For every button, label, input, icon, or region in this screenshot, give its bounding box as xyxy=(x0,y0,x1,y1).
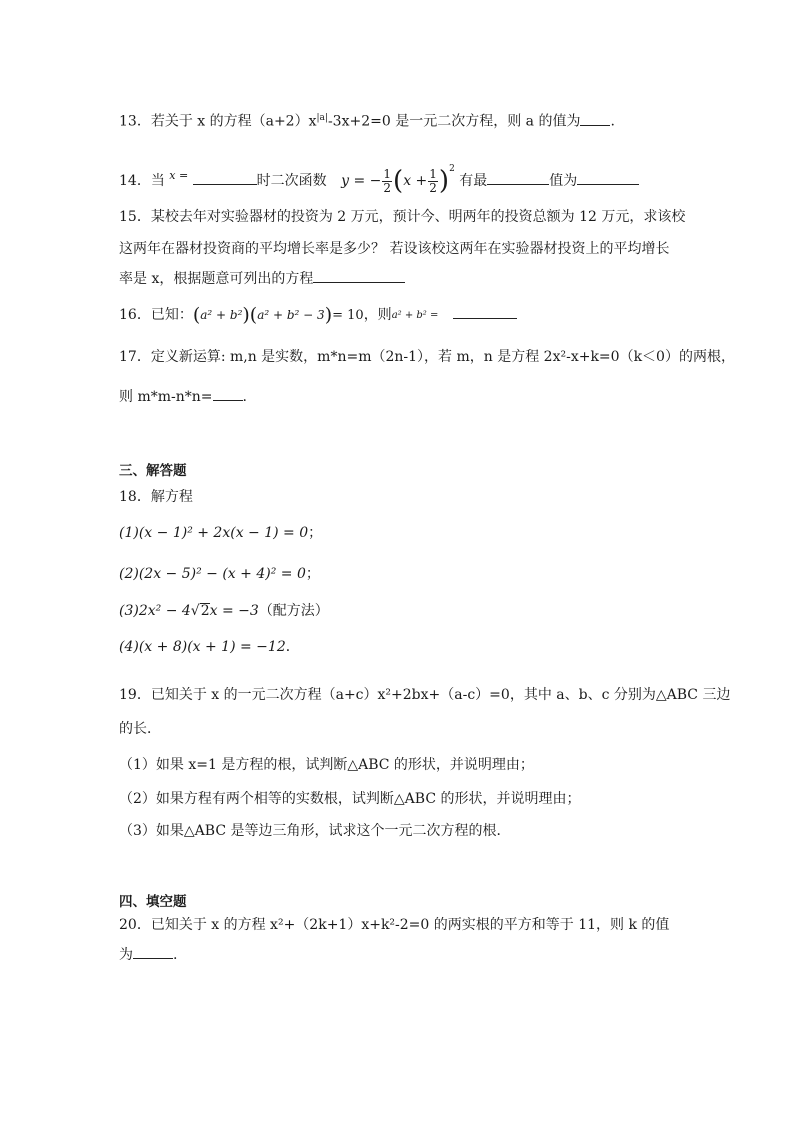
question-18-title: 18．解方程 xyxy=(119,489,193,505)
question-19-sub-1: （1）如果 x=1 是方程的根，试判断△ABC 的形状，并说明理由； xyxy=(119,757,534,773)
question-19-line-2: 的长． xyxy=(119,721,161,737)
answer-blank xyxy=(193,172,257,185)
question-19-sub-2: （2）如果方程有两个相等的实数根，试判断△ABC 的形状，并说明理由； xyxy=(119,791,581,807)
equation-2: (2)(2x − 5)² − (x + 4)² = 0； xyxy=(119,566,320,582)
section-heading-4: 四、填空题 xyxy=(119,894,187,910)
fraction: $\frac{1}{2}$ xyxy=(383,166,392,195)
equation-4: (4)(x + 8)(x + 1) = −12． xyxy=(119,639,300,655)
question-20-line-2: 为 . xyxy=(119,947,178,963)
answer-blank xyxy=(133,946,173,959)
section-heading-3: 三、解答题 xyxy=(119,463,187,479)
question-15-line-1: 15．某校去年对实验器材的投资为 2 万元，预计今、明两年的投资总额为 12 万元，求该校 xyxy=(119,209,686,225)
fraction: $\frac{1}{2}$ xyxy=(429,166,437,195)
answer-blank xyxy=(580,113,610,126)
exponent: |a| xyxy=(316,113,328,123)
question-16: 16．已知：(a² + b²)(a² + b² − 3)= 10，则a² + b² = xyxy=(119,304,517,327)
answer-blank xyxy=(313,270,405,283)
question-19-sub-3: （3）如果△ABC 是等边三角形，试求这个一元二次方程的根． xyxy=(119,823,511,839)
equation-3: (3)2x² − 4√2x = −3（配方法） xyxy=(119,603,329,619)
answer-blank xyxy=(453,306,517,319)
question-17-line-1: 17．定义新运算: m,n 是实数，m*n=m（2n-1），若 m，n 是方程 2x²-x+k=0（k＜0）的两根， xyxy=(119,349,735,365)
question-14: 14．当 $^{x =}$ 时二次函数 y = − $\frac{1}{2}$ (x + $\frac{1}{2}$ )$^2$ 有最 值为 xyxy=(119,154,639,196)
answer-blank xyxy=(577,172,639,185)
answer-blank xyxy=(487,172,549,185)
question-15-line-2: 这两年在器材投资商的平均增长率是多少？ 若设该校这两年在实验器材投资上的平均增长 xyxy=(119,241,670,257)
question-17-line-2: 则 m*m-n*n= . xyxy=(119,389,247,405)
question-20-line-1: 20．已知关于 x 的方程 x²+（2k+1）x+k²-2=0 的两实根的平方和等于 11，则 k 的值 xyxy=(119,917,670,933)
question-19-line-1: 19．已知关于 x 的一元二次方程（a+c）x²+2bx+（a-c）=0，其中 a、b、c 分别为△ABC 三边 xyxy=(119,687,731,703)
question-15-line-3: 率是 x，根据题意可列出的方程 xyxy=(119,270,405,288)
answer-blank xyxy=(213,388,243,401)
equation-1: (1)(x − 1)² + 2x(x − 1) = 0； xyxy=(119,525,323,541)
question-13: 13．若关于 x 的方程$(a+2)x^{|a|}-3x+2=0$ 是一元二次方程，则 a 的值为 . xyxy=(119,113,615,130)
